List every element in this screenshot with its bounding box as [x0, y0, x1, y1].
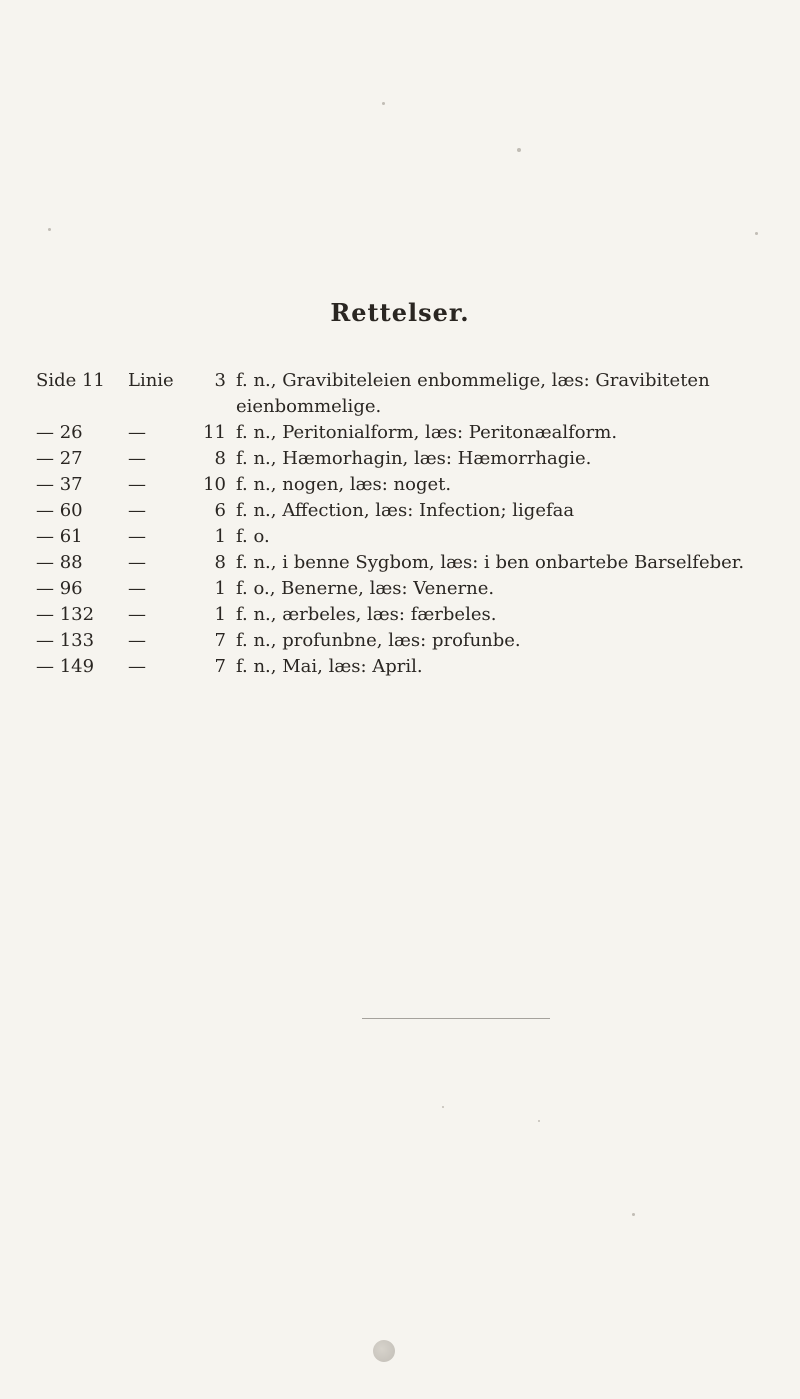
correction-text: f. n., nogen, læs: noget. [236, 474, 452, 495]
errata-row [36, 472, 776, 498]
side-number: — 96 [36, 578, 83, 599]
side-number: — 61 [36, 526, 83, 547]
side-number: — 27 [36, 448, 83, 469]
line-number: 1 [214, 578, 226, 599]
errata-row [36, 498, 776, 524]
page-title: Rettelser. [330, 298, 470, 327]
errata-row [36, 446, 776, 472]
correction-text: f. n., profunbne, læs: profunbe. [236, 630, 521, 651]
line-number: 3 [214, 370, 226, 391]
line-number: 10 [203, 474, 226, 495]
ditto-dash: — [128, 526, 146, 547]
paper-speck [755, 232, 758, 235]
errata-header-row [36, 368, 776, 420]
paper-speck [517, 148, 521, 152]
correction-text: f. n., Hæmorhagin, læs: Hæmorrhagie. [236, 448, 592, 469]
correction-text: f. n., Affection, læs: Infection; ligefaa [236, 500, 575, 521]
side-number: — 60 [36, 500, 83, 521]
errata-row [36, 576, 776, 602]
errata-row [36, 524, 776, 550]
errata-row [36, 420, 776, 446]
line-number: 11 [203, 422, 226, 443]
paper-speck [538, 1120, 540, 1122]
paper-speck [382, 102, 385, 105]
errata-row [36, 602, 776, 628]
side-number: — 149 [36, 656, 95, 677]
correction-text: f. n., Mai, læs: April. [236, 656, 423, 677]
ditto-dash: — [128, 500, 146, 521]
line-number: 8 [214, 448, 226, 469]
errata-row [36, 550, 776, 576]
library-stamp [373, 1340, 395, 1362]
correction-text: f. n., ærbeles, læs: færbeles. [236, 604, 497, 625]
side-number: — 133 [36, 630, 95, 651]
correction-text: f. n., i benne Sygbom, læs: i ben onbartebe Barselfeber. [236, 552, 745, 573]
line-label: Linie [128, 370, 174, 391]
errata-row [36, 654, 776, 680]
paper-speck [48, 228, 51, 231]
closing-rule [362, 1018, 550, 1019]
side-number: — 26 [36, 422, 83, 443]
ditto-dash: — [128, 604, 146, 625]
correction-text: f. o., Benerne, læs: Venerne. [236, 578, 495, 599]
ditto-dash: — [128, 422, 146, 443]
line-number: 7 [214, 630, 226, 651]
line-number: 6 [214, 500, 226, 521]
side-number: — 88 [36, 552, 83, 573]
ditto-dash: — [128, 578, 146, 599]
errata-list [36, 368, 776, 680]
side-number: — 37 [36, 474, 83, 495]
side-label: Side 11 [36, 370, 105, 391]
line-number: 1 [214, 604, 226, 625]
side-number: — 132 [36, 604, 95, 625]
ditto-dash: — [128, 552, 146, 573]
correction-text: f. n., Peritonialform, læs: Peritonæalform. [236, 422, 618, 443]
ditto-dash: — [128, 656, 146, 677]
line-number: 1 [214, 526, 226, 547]
errata-row [36, 628, 776, 654]
ditto-dash: — [128, 474, 146, 495]
ditto-dash: — [128, 448, 146, 469]
ditto-dash: — [128, 630, 146, 651]
line-number: 8 [214, 552, 226, 573]
paper-speck [442, 1106, 444, 1108]
paper-speck [632, 1213, 635, 1216]
correction-text: f. o. [236, 526, 270, 547]
correction-text: f. n., Gravibiteleien enbommelige, læs: Gravibiteten eienbommelige. [236, 370, 710, 417]
line-number: 7 [214, 656, 226, 677]
